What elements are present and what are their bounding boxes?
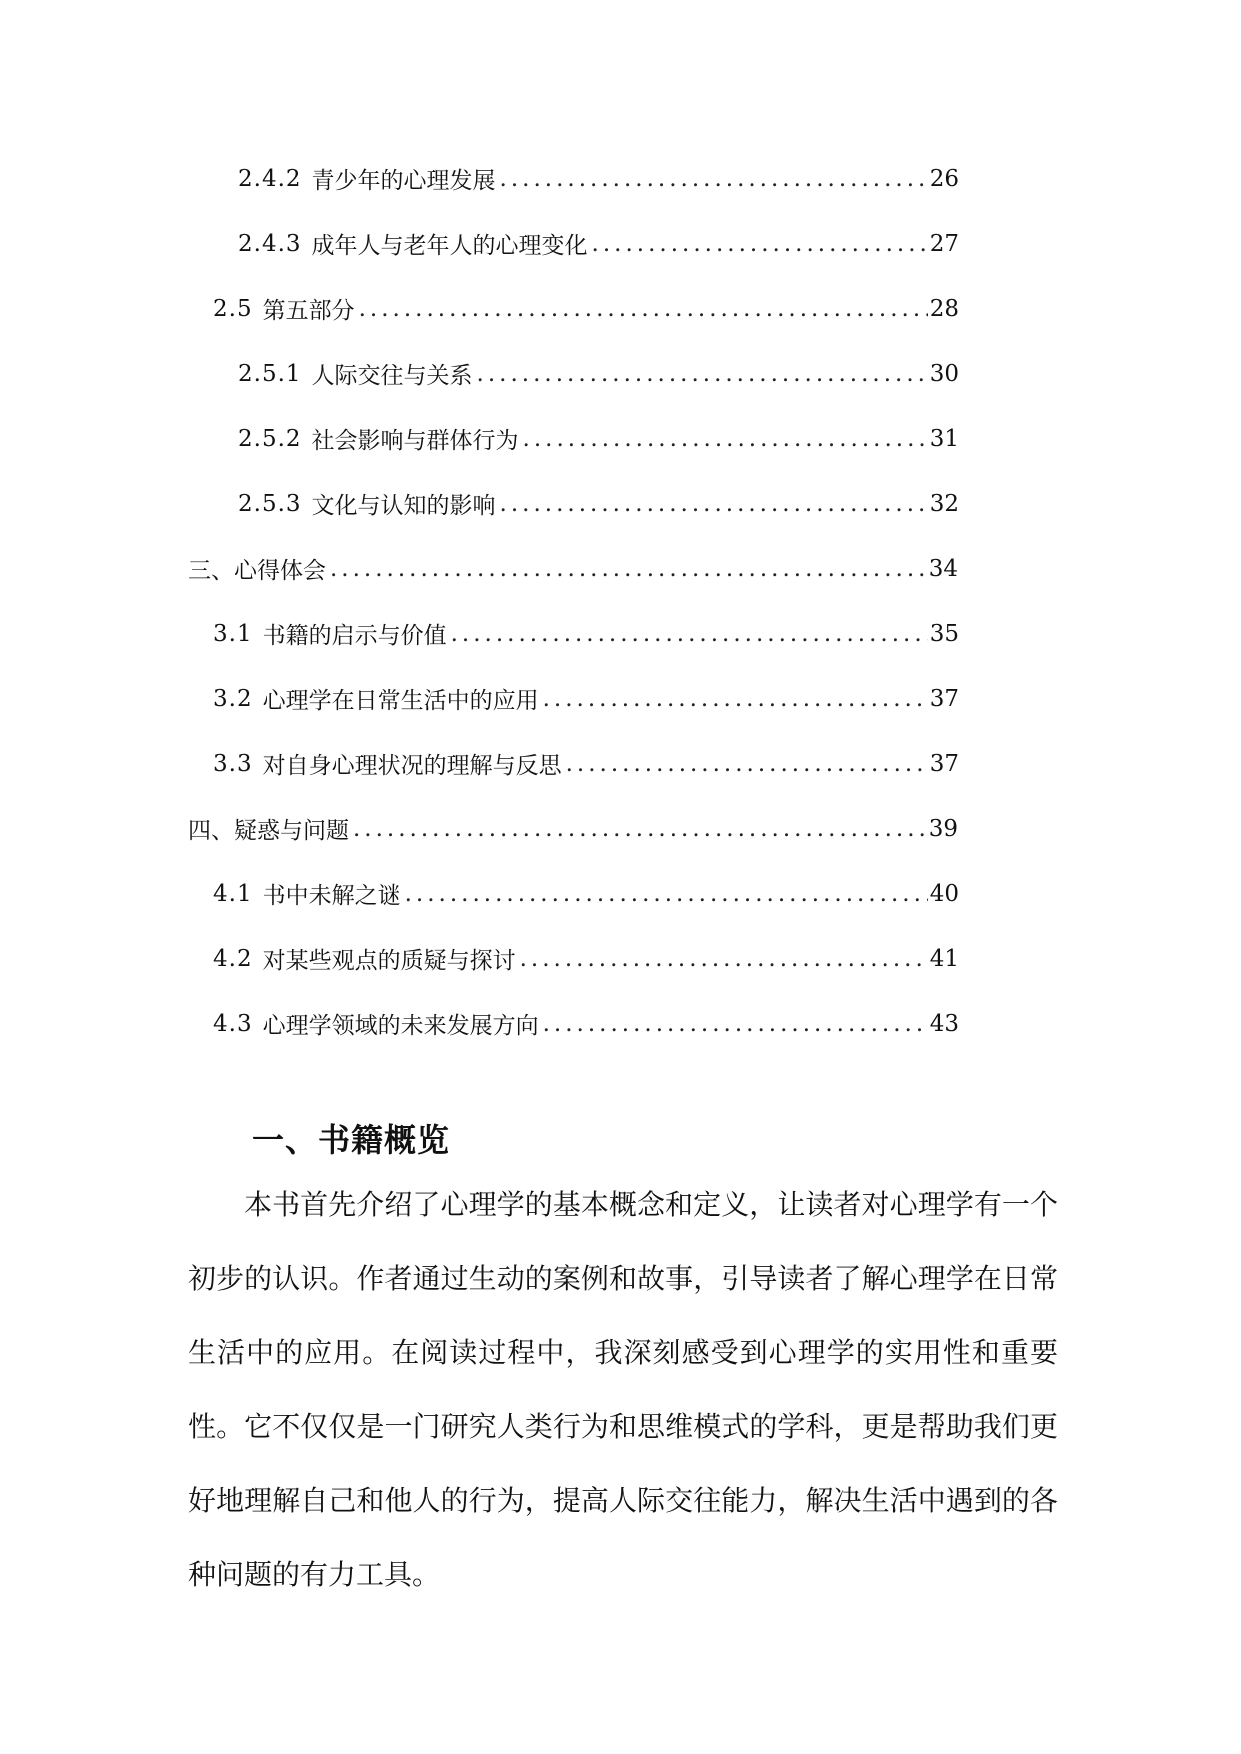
toc-entry-title: 对自身心理状况的理解与反思 — [262, 753, 562, 779]
toc-entry-page: 31 — [929, 425, 959, 452]
toc-dot-leader — [451, 621, 928, 647]
table-of-contents — [188, 146, 958, 1056]
toc-entry-page: 35 — [929, 620, 959, 647]
toc-entry-page: 26 — [929, 165, 959, 192]
toc-entry-number: 3.3 — [213, 750, 253, 777]
toc-entry-title: 心理学在日常生活中的应用 — [262, 688, 539, 714]
toc-entry[interactable] — [188, 536, 958, 601]
toc-dot-leader — [405, 881, 928, 907]
toc-entry-number: 2.4.3 — [238, 230, 302, 257]
toc-entry-number: 3.1 — [213, 620, 253, 647]
toc-entry-number: 4.2 — [213, 945, 253, 972]
toc-entry-title: 人际交往与关系 — [311, 363, 473, 389]
toc-entry-number: 2.5.2 — [238, 425, 302, 452]
toc-entry[interactable] — [188, 406, 959, 471]
toc-entry-number: 2.5 — [213, 295, 253, 322]
toc-dot-leader — [566, 751, 928, 777]
toc-entry[interactable] — [188, 731, 959, 796]
toc-entry[interactable] — [188, 861, 959, 926]
toc-entry-page: 37 — [929, 750, 959, 777]
toc-entry-page: 28 — [929, 295, 959, 322]
toc-entry-page: 40 — [929, 880, 959, 907]
toc-entry[interactable] — [188, 796, 958, 861]
toc-dot-leader — [353, 816, 927, 842]
toc-entry-title: 青少年的心理发展 — [311, 168, 496, 194]
toc-entry[interactable] — [188, 666, 959, 731]
toc-dot-leader — [543, 1011, 928, 1037]
toc-entry-page: 34 — [928, 555, 958, 582]
toc-dot-leader — [592, 231, 928, 257]
toc-entry-title: 四、疑惑与问题 — [188, 818, 349, 844]
toc-entry-number: 4.3 — [213, 1010, 253, 1037]
toc-dot-leader — [543, 686, 928, 712]
toc-entry-title: 书中未解之谜 — [262, 883, 401, 909]
toc-dot-leader — [330, 556, 927, 582]
toc-entry-page: 32 — [929, 490, 959, 517]
section-heading: 一、书籍概览 — [252, 1120, 451, 1159]
body-paragraph: 本书首先介绍了心理学的基本概念和定义，让读者对心理学有一个初步的认识。作者通过生动的案例和故事，引导读者了解心理学在日常生活中的应用。在阅读过程中，我深刻感受到心理学的实用性和重要性。它不仅仅是一门研究人类行为和思维模式的学科，更是帮助我们更好地理解自己和他人的行为，提高人际交往能力，解决生活中遇到的各种问题的有力工具。 — [188, 1188, 1058, 1591]
toc-dot-leader — [500, 491, 928, 517]
toc-entry-number: 2.5.3 — [238, 490, 302, 517]
toc-entry-title: 三、心得体会 — [188, 558, 326, 584]
toc-entry-title: 对某些观点的质疑与探讨 — [262, 948, 516, 974]
toc-entry-title: 第五部分 — [262, 298, 355, 324]
toc-entry-page: 43 — [929, 1010, 959, 1037]
toc-entry[interactable] — [188, 276, 959, 341]
toc-entry-number: 2.4.2 — [238, 165, 302, 192]
toc-entry-title: 心理学领域的未来发展方向 — [262, 1013, 539, 1039]
toc-entry[interactable] — [188, 471, 959, 536]
toc-entry[interactable] — [188, 601, 959, 666]
toc-entry-title: 书籍的启示与价值 — [262, 623, 447, 649]
toc-entry[interactable] — [188, 146, 959, 211]
toc-entry-page: 37 — [929, 685, 959, 712]
toc-entry-number: 2.5.1 — [238, 360, 302, 387]
toc-dot-leader — [477, 361, 928, 387]
toc-entry-title: 成年人与老年人的心理变化 — [311, 233, 588, 259]
toc-entry-page: 30 — [929, 360, 959, 387]
toc-entry-number: 4.1 — [213, 880, 253, 907]
toc-entry-title: 社会影响与群体行为 — [311, 428, 519, 454]
toc-entry-number: 3.2 — [213, 685, 253, 712]
toc-dot-leader — [523, 426, 928, 452]
toc-entry[interactable] — [188, 991, 959, 1056]
toc-entry[interactable] — [188, 341, 959, 406]
toc-entry-page: 27 — [929, 230, 959, 257]
toc-dot-leader — [359, 296, 928, 322]
toc-dot-leader — [520, 946, 928, 972]
toc-entry-page: 41 — [929, 945, 959, 972]
toc-dot-leader — [500, 166, 928, 192]
toc-entry-title: 文化与认知的影响 — [311, 493, 496, 519]
toc-entry-page: 39 — [928, 815, 958, 842]
toc-entry[interactable] — [188, 926, 959, 991]
toc-entry[interactable] — [188, 211, 959, 276]
